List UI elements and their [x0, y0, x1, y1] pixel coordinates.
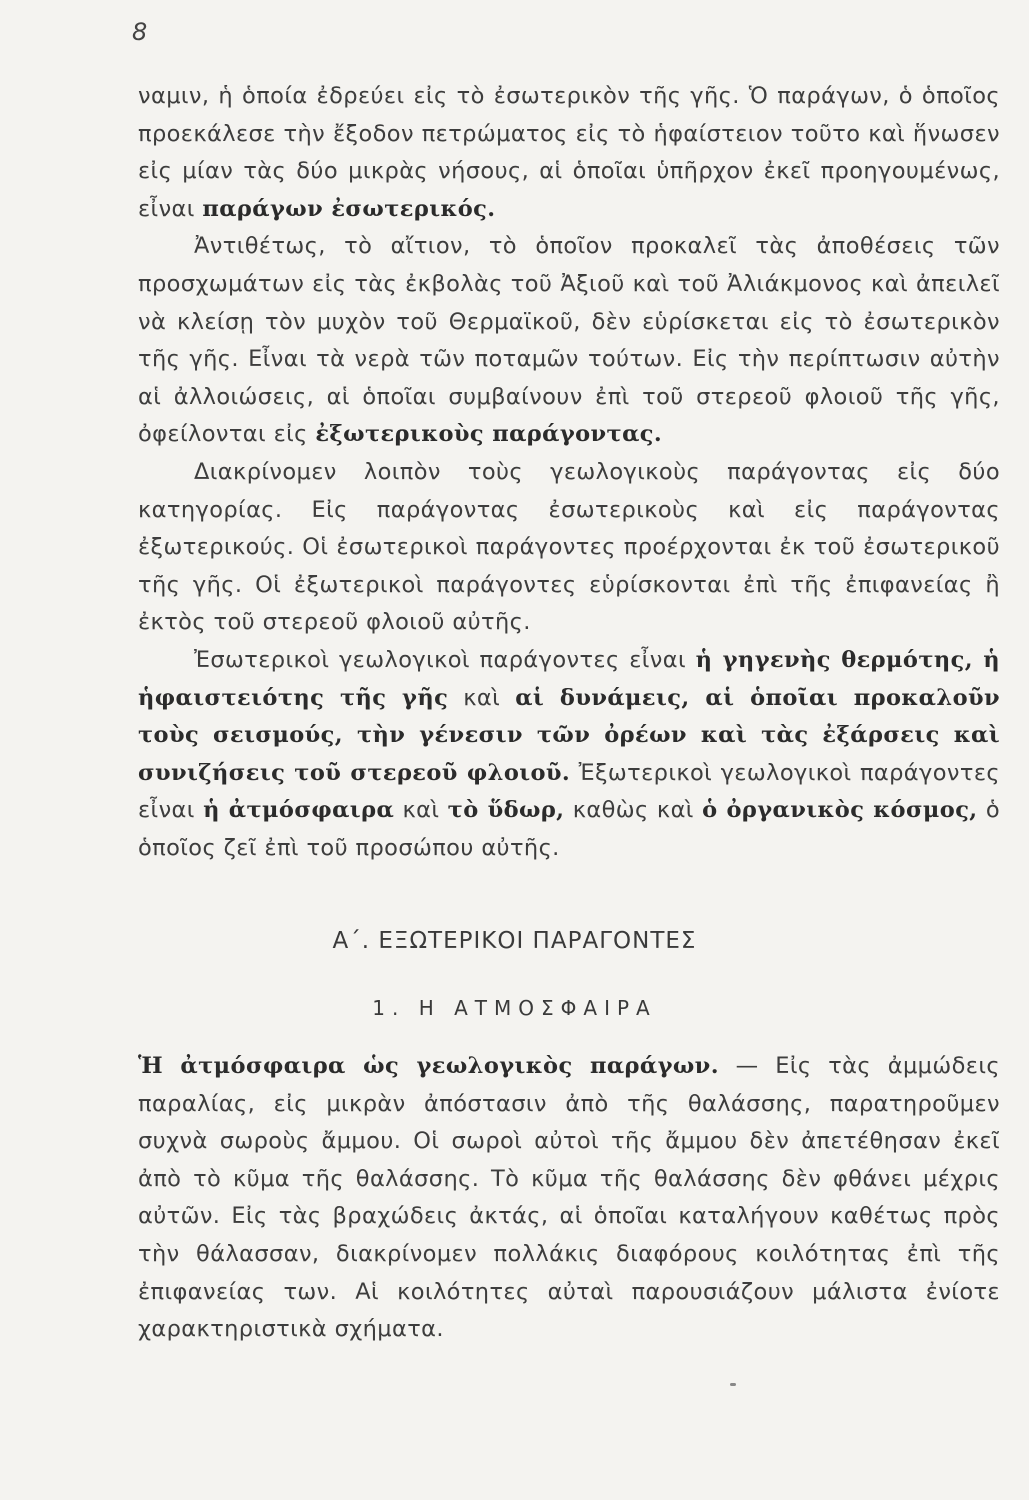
paragraph-1-text: ναμιν, ἡ ὁποία ἐδρεύει εἰς τὸ ἐσωτερικὸν τῆς γῆς. Ὁ παράγων, ὁ ὁποῖος προεκάλεσε τὴν ἔξοδον πετρώματος εἰς τὸ ἡφαίστειον τοῦτο καὶ ἥνωσεν εἰς μίαν τὰς δύο μικρὰς νήσους, αἱ ὁποῖαι ὑπῆρχον ἐκεῖ προηγουμένως, εἶναι — [138, 83, 1000, 222]
section-paragraph-text: — Εἰς τὰς ἀμμώδεις παραλίας, εἰς μικρὰν ἀπόστασιν ἀπὸ τῆς θαλάσσης, παρατηροῦμεν συχνὰ σωροὺς ἄμμου. Οἱ σωροὶ αὐτοὶ τῆς ἄμμου δὲν ἀπετέθησαν ἐκεῖ ἀπὸ τὸ κῦμα τῆς θαλάσσης. Τὸ κῦμα τῆς θαλάσσης δὲν φθάνει μέχρις αὐτῶν. Εἰς τὰς βραχώδεις ἀκτάς, αἱ ὁποῖαι καταλήγουν καθέτως πρὸς τὴν θάλασσαν, διακρίνομεν πολλάκις διαφόρους κοιλότητας ἐπὶ τῆς ἐπιφανείας των. Αἱ κοιλότητες αὐταὶ παρουσιάζουν μάλιστα ἐνίοτε χαρακτηριστικὰ σχήματα. — [138, 1053, 1000, 1343]
paragraph-4-text-d: καὶ — [394, 797, 448, 824]
section-heading: Α΄. ΕΞΩΤΕΡΙΚΟΙ ΠΑΡΑΓΟΝΤΕΣ — [332, 928, 697, 954]
paragraph-2 — [138, 228, 1000, 454]
paragraph-1 — [138, 78, 1000, 228]
paragraph-4-text-e: καθὼς καὶ — [564, 797, 703, 824]
paragraph-4 — [138, 642, 1000, 868]
paragraph-2-bold: ἐξωτερικοὺς παράγοντας. — [315, 421, 663, 448]
paragraph-1-bold: παράγων ἐσωτερικός. — [202, 195, 496, 222]
body-text-upper — [138, 78, 1000, 867]
section-paragraph-bold: Ἡ ἀτμόσφαιρα ὡς γεωλογικὸς παράγων. — [138, 1053, 719, 1079]
paragraph-4-bold-b: αἱ δυνάμεις, αἱ ὁποῖαι προκαλοῦν τοὺς σεισμούς, τὴν γένεσιν τῶν ὀρέων καὶ τὰς ἐξάρσεις καὶ συνιζήσεις τοῦ στερεοῦ φλοιοῦ. — [138, 684, 1000, 786]
paragraph-4-bold-a: ἡ γηγενὴς θερμότης, ἡ ἡφαιστειότης τῆς γῆς — [138, 646, 1000, 711]
paragraph-3-text: Διακρίνομεν λοιπὸν τοὺς γεωλογικοὺς παράγοντας εἰς δύο κατηγορίας. Εἰς παράγοντας ἐσωτερικοὺς καὶ εἰς παράγοντας ἐξωτερικούς. Οἱ ἐσωτερικοὶ παράγοντες προέρχονται ἐκ τοῦ ἐσωτερικοῦ τῆς γῆς. Οἱ ἐξωτερικοὶ παράγοντες εὑρίσκονται ἐπὶ τῆς ἐπιφανείας ἢ ἐκτὸς τοῦ στερεοῦ φλοιοῦ αὐτῆς. — [138, 458, 1000, 636]
paragraph-4-text-b: καὶ — [448, 684, 516, 711]
sub-heading: 1. Η ΑΤΜΟΣΦΑΙΡΑ — [372, 996, 657, 1020]
paragraph-2-text: Ἀντιθέτως, τὸ αἴτιον, τὸ ὁποῖον προκαλεῖ τὰς ἀποθέσεις τῶν προσχωμάτων εἰς τὰς ἐκβολὰς τοῦ Ἀξιοῦ καὶ τοῦ Ἀλιάκμονος καὶ ἀπειλεῖ νὰ κλείσῃ τὸν μυχὸν τοῦ Θερμαϊκοῦ, δὲν εὑρίσκεται εἰς τὸ ἐσωτερικὸν τῆς γῆς. Εἶναι τὰ νερὰ τῶν ποταμῶν τούτων. Εἰς τὴν περίπτωσιν αὐτὴν αἱ ἀλλοιώσεις, αἱ ὁποῖαι συμβαίνουν ἐπὶ τοῦ στερεοῦ φλοιοῦ τῆς γῆς, ὀφείλονται εἰς — [138, 233, 1000, 448]
paragraph-4-text-f: ὁ ὁποῖος ζεῖ ἐπὶ τοῦ προσώπου αὐτῆς. — [138, 797, 1001, 861]
paragraph-4-bold-d: τὸ ὕδωρ, — [447, 797, 565, 824]
paragraph-3 — [138, 454, 1000, 642]
paragraph-4-bold-e: ὁ ὀργανικὸς κόσμος, — [702, 797, 978, 824]
ink-speck — [730, 1383, 736, 1386]
paragraph-4-text-c: Ἐξωτερικοὶ γεωλογικοὶ παράγοντες εἶναι — [138, 759, 1000, 824]
paragraph-4-text-a: Ἐσωτερικοὶ γεωλογικοὶ παράγοντες εἶναι — [194, 646, 696, 673]
page-number: 8 — [132, 18, 148, 46]
body-text-lower — [138, 1048, 1000, 1349]
section-paragraph — [138, 1048, 1000, 1349]
paragraph-4-bold-c: ἡ ἀτμόσφαιρα — [203, 797, 395, 824]
